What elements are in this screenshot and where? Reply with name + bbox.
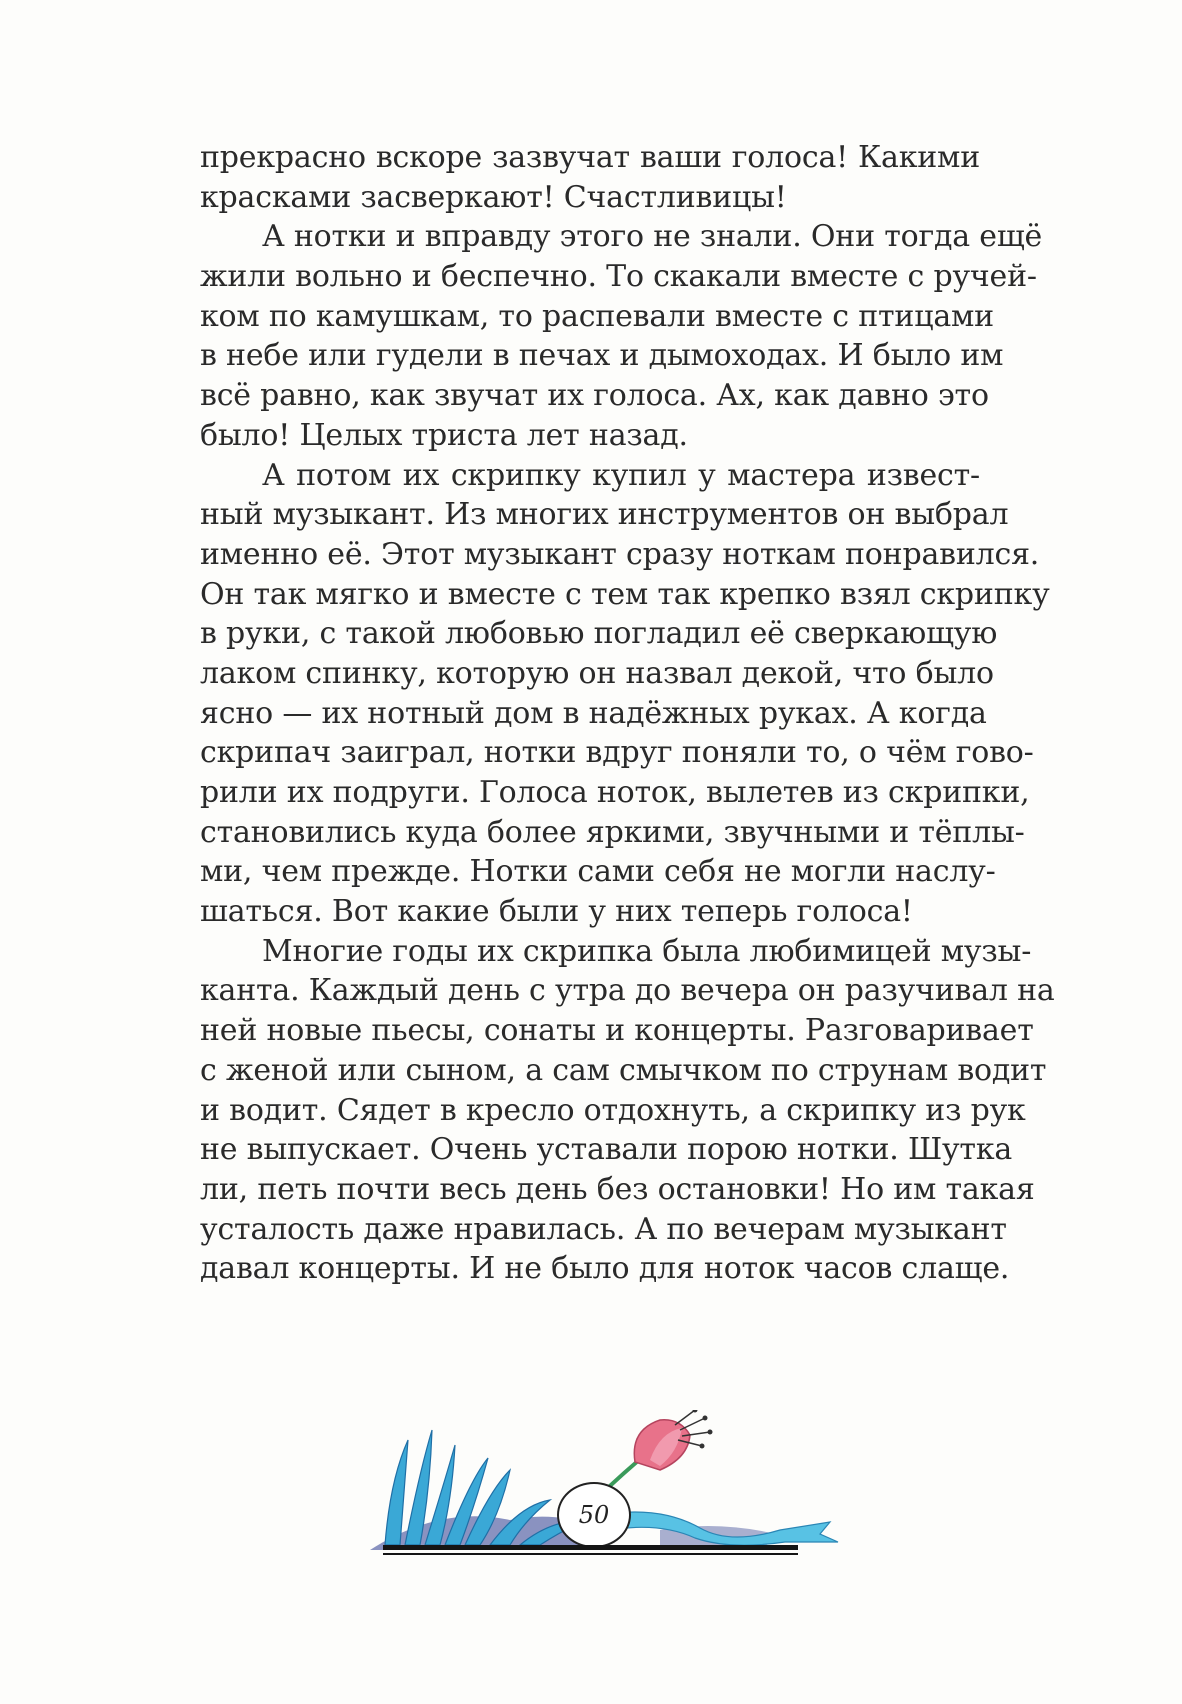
text-line: шаться. Вот какие были у них теперь голоса! [200,894,913,930]
text-line: жили вольно и беспечно. То скакали вместе с ручей- [200,259,1037,295]
text-line: было! Целых триста лет назад. [200,417,688,453]
text-line: ли, петь почти весь день без остановки! Но им такая [200,1171,1035,1207]
text-line: Он так мягко и вместе с тем так крепко взял скрипку [200,576,1050,612]
text-line: ми, чем прежде. Нотки сами себя не могли наслу- [200,854,996,890]
tulip-flower [634,1410,712,1470]
text-line: ный музыкант. Из многих инструментов он выбрал [200,497,1009,533]
text-line: с женой или сыном, а сам смычком по струнам водит [200,1052,1047,1088]
text-line: в руки, с такой любовью погладил её сверкающую [200,616,998,652]
text-line: и водит. Сядет в кресло отдохнуть, а скрипку из рук [200,1092,1026,1128]
text-line: становились куда более яркими, звучными и тёплы- [200,814,1025,850]
text-line: давал концерты. И не было для ноток часов слаще. [200,1251,1010,1287]
text-line: усталость даже нравилась. А по вечерам музыкант [200,1211,1007,1247]
text-line: Многие годы их скрипка была любимицей музы- [262,933,1032,969]
grass-blade [385,1440,408,1545]
text-line: ясно — их нотный дом в надёжных руках. А когда [200,695,987,731]
text-line: ком по камушкам, то распевали вместе с птицами [200,298,994,334]
footer-rule [383,1545,798,1550]
text-line: А потом их скрипку купил у мастера извест- [262,457,980,493]
body-text [200,138,1055,1289]
text-line: рили их подруги. Голоса ноток, вылетев из скрипки, [200,775,1030,810]
text-line: не выпускает. Очень уставали порою нотки. Шутка [200,1132,1013,1168]
text-line: А нотки и вправду этого не знали. Они тогда ещё [262,219,1043,255]
text-line: всё равно, как звучат их голоса. Ах, как давно это [200,378,989,414]
text-line: в небе или гудели в печах и дымоходах. И было им [200,338,1004,374]
text-line: именно её. Этот музыкант сразу ноткам понравился. [200,536,1040,572]
footer-rule [383,1553,798,1555]
text-line: канта. Каждый день с утра до вечера он разучивал на [200,973,1055,1009]
page-number: 50 [557,1482,631,1548]
text-line: скрипач заиграл, нотки вдруг поняли то, о чём гово- [200,735,1034,771]
text-line: прекрасно вскоре зазвучат ваши голоса! Какими [200,140,980,175]
text-line: ней новые пьесы, сонаты и концерты. Разговаривает [200,1013,1034,1049]
text-line: лаком спинку, которую он назвал декой, что было [200,655,994,691]
text-line: красками засверкают! Счастливицы! [200,179,787,215]
